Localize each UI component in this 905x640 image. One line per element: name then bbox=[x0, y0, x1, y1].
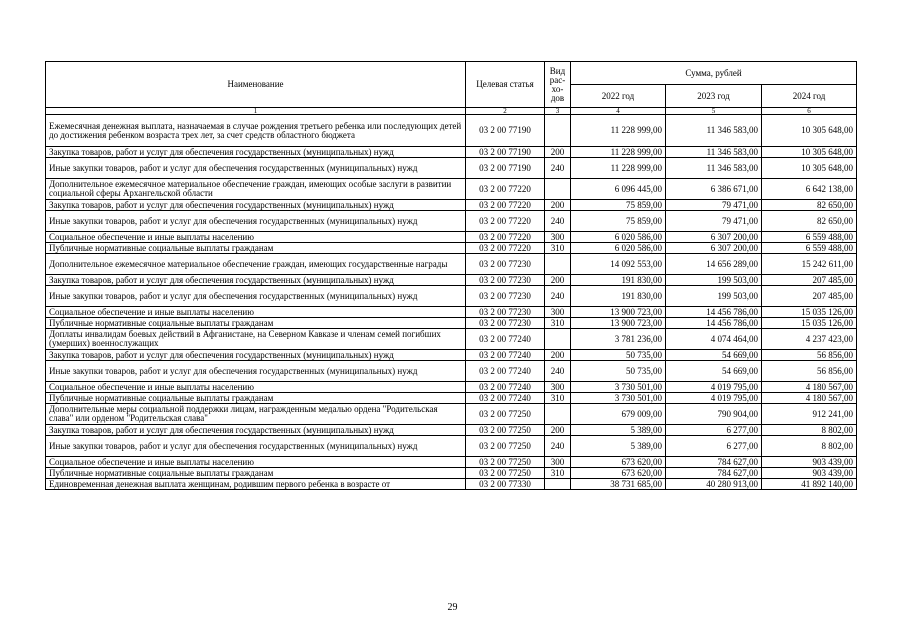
table-row bbox=[46, 404, 857, 425]
row-expense-type: 240 bbox=[545, 158, 571, 179]
row-sum-2022: 6 020 586,00 bbox=[571, 232, 666, 243]
row-name: Закупка товаров, работ и услуг для обеспечения государственных (муниципальных) нужд bbox=[46, 147, 466, 158]
row-sum-2023: 11 346 583,00 bbox=[666, 158, 762, 179]
row-sum-2024: 912 241,00 bbox=[762, 404, 857, 425]
row-sum-2022: 50 735,00 bbox=[571, 350, 666, 361]
row-sum-2023: 40 280 913,00 bbox=[666, 479, 762, 490]
row-sum-2022: 673 620,00 bbox=[571, 468, 666, 479]
row-sum-2022: 11 228 999,00 bbox=[571, 115, 666, 147]
table-row bbox=[46, 382, 857, 393]
row-sum-2024: 8 802,00 bbox=[762, 436, 857, 457]
row-sum-2024: 6 559 488,00 bbox=[762, 232, 857, 243]
row-sum-2023: 784 627,00 bbox=[666, 457, 762, 468]
table-row bbox=[46, 425, 857, 436]
row-sum-2024: 15 242 611,00 bbox=[762, 254, 857, 275]
row-expense-type: 310 bbox=[545, 393, 571, 404]
row-target-code: 03 2 00 77330 bbox=[466, 479, 545, 490]
table-row bbox=[46, 361, 857, 382]
row-expense-type: 310 bbox=[545, 243, 571, 254]
row-name: Иные закупки товаров, работ и услуг для обеспечения государственных (муниципальных) нужд bbox=[46, 211, 466, 232]
row-expense-type: 200 bbox=[545, 350, 571, 361]
row-expense-type bbox=[545, 404, 571, 425]
row-sum-2022: 38 731 685,00 bbox=[571, 479, 666, 490]
row-sum-2024: 15 035 126,00 bbox=[762, 318, 857, 329]
row-sum-2023: 199 503,00 bbox=[666, 275, 762, 286]
row-sum-2024: 207 485,00 bbox=[762, 286, 857, 307]
table-row bbox=[46, 115, 857, 147]
row-sum-2023: 4 019 795,00 bbox=[666, 393, 762, 404]
header-year-2022: 2022 год bbox=[571, 85, 666, 108]
row-target-code: 03 2 00 77240 bbox=[466, 382, 545, 393]
row-target-code: 03 2 00 77220 bbox=[466, 200, 545, 211]
row-sum-2024: 10 305 648,00 bbox=[762, 158, 857, 179]
row-expense-type: 310 bbox=[545, 468, 571, 479]
row-target-code: 03 2 00 77230 bbox=[466, 254, 545, 275]
row-target-code: 03 2 00 77250 bbox=[466, 468, 545, 479]
table-row bbox=[46, 254, 857, 275]
row-name: Доплаты инвалидам боевых действий в Афганистане, на Северном Кавказе и членам семей погибших (умерших) военнослужащих bbox=[46, 329, 466, 350]
table-row bbox=[46, 211, 857, 232]
row-target-code: 03 2 00 77240 bbox=[466, 361, 545, 382]
row-sum-2022: 75 859,00 bbox=[571, 211, 666, 232]
row-sum-2022: 3 730 501,00 bbox=[571, 393, 666, 404]
row-expense-type: 240 bbox=[545, 436, 571, 457]
row-target-code: 03 2 00 77220 bbox=[466, 211, 545, 232]
row-sum-2024: 82 650,00 bbox=[762, 211, 857, 232]
row-name: Публичные нормативные социальные выплаты гражданам bbox=[46, 468, 466, 479]
row-target-code: 03 2 00 77250 bbox=[466, 404, 545, 425]
row-target-code: 03 2 00 77220 bbox=[466, 179, 545, 200]
row-sum-2023: 54 669,00 bbox=[666, 361, 762, 382]
row-sum-2024: 8 802,00 bbox=[762, 425, 857, 436]
row-expense-type bbox=[545, 479, 571, 490]
row-sum-2022: 191 830,00 bbox=[571, 286, 666, 307]
header-vid: Вид рас-хо-дов bbox=[545, 62, 571, 108]
table-row bbox=[46, 232, 857, 243]
row-expense-type: 300 bbox=[545, 307, 571, 318]
row-expense-type: 240 bbox=[545, 361, 571, 382]
row-expense-type bbox=[545, 115, 571, 147]
row-target-code: 03 2 00 77250 bbox=[466, 436, 545, 457]
row-sum-2022: 11 228 999,00 bbox=[571, 147, 666, 158]
table-row bbox=[46, 286, 857, 307]
row-sum-2023: 790 904,00 bbox=[666, 404, 762, 425]
row-sum-2024: 10 305 648,00 bbox=[762, 115, 857, 147]
row-sum-2024: 4 237 423,00 bbox=[762, 329, 857, 350]
row-name: Социальное обеспечение и иные выплаты населению bbox=[46, 457, 466, 468]
table-row bbox=[46, 307, 857, 318]
column-number: 6 bbox=[762, 108, 857, 115]
row-name: Социальное обеспечение и иные выплаты населению bbox=[46, 382, 466, 393]
row-name: Публичные нормативные социальные выплаты гражданам bbox=[46, 318, 466, 329]
row-name: Иные закупки товаров, работ и услуг для обеспечения государственных (муниципальных) нужд bbox=[46, 286, 466, 307]
row-name: Закупка товаров, работ и услуг для обеспечения государственных (муниципальных) нужд bbox=[46, 425, 466, 436]
row-name: Закупка товаров, работ и услуг для обеспечения государственных (муниципальных) нужд bbox=[46, 200, 466, 211]
row-target-code: 03 2 00 77190 bbox=[466, 147, 545, 158]
row-sum-2024: 4 180 567,00 bbox=[762, 382, 857, 393]
row-name: Закупка товаров, работ и услуг для обеспечения государственных (муниципальных) нужд bbox=[46, 275, 466, 286]
row-expense-type bbox=[545, 254, 571, 275]
table-row bbox=[46, 275, 857, 286]
row-sum-2023: 6 277,00 bbox=[666, 436, 762, 457]
budget-table bbox=[45, 61, 857, 490]
row-sum-2022: 3 781 236,00 bbox=[571, 329, 666, 350]
row-expense-type: 240 bbox=[545, 211, 571, 232]
row-sum-2022: 75 859,00 bbox=[571, 200, 666, 211]
row-sum-2022: 3 730 501,00 bbox=[571, 382, 666, 393]
column-number: 4 bbox=[571, 108, 666, 115]
row-name: Публичные нормативные социальные выплаты гражданам bbox=[46, 393, 466, 404]
row-sum-2023: 784 627,00 bbox=[666, 468, 762, 479]
row-sum-2024: 82 650,00 bbox=[762, 200, 857, 211]
row-sum-2024: 41 892 140,00 bbox=[762, 479, 857, 490]
row-sum-2022: 11 228 999,00 bbox=[571, 158, 666, 179]
table-row bbox=[46, 200, 857, 211]
row-expense-type: 240 bbox=[545, 286, 571, 307]
row-sum-2024: 207 485,00 bbox=[762, 275, 857, 286]
table-row bbox=[46, 479, 857, 490]
row-name: Дополнительное ежемесячное материальное обеспечение граждан, имеющих особые заслуги в развитии социальной сферы Архангельской области bbox=[46, 179, 466, 200]
row-sum-2024: 10 305 648,00 bbox=[762, 147, 857, 158]
column-number: 3 bbox=[545, 108, 571, 115]
row-sum-2022: 13 900 723,00 bbox=[571, 318, 666, 329]
row-sum-2024: 4 180 567,00 bbox=[762, 393, 857, 404]
table-row bbox=[46, 318, 857, 329]
header-year-2024: 2024 год bbox=[762, 85, 857, 108]
table-row bbox=[46, 243, 857, 254]
row-name: Дополнительные меры социальной поддержки лицам, награжденным медалью ордена "Родительская слава" или орденом "Родительская слава" bbox=[46, 404, 466, 425]
row-name: Дополнительное ежемесячное материальное обеспечение граждан, имеющих государственные награды bbox=[46, 254, 466, 275]
table-row bbox=[46, 179, 857, 200]
row-name: Социальное обеспечение и иные выплаты населению bbox=[46, 307, 466, 318]
row-target-code: 03 2 00 77240 bbox=[466, 329, 545, 350]
page-number: 29 bbox=[447, 602, 458, 613]
column-number: 5 bbox=[666, 108, 762, 115]
table-row bbox=[46, 457, 857, 468]
row-sum-2024: 56 856,00 bbox=[762, 350, 857, 361]
table-row bbox=[46, 468, 857, 479]
row-target-code: 03 2 00 77240 bbox=[466, 350, 545, 361]
row-sum-2023: 6 307 200,00 bbox=[666, 243, 762, 254]
row-sum-2023: 6 277,00 bbox=[666, 425, 762, 436]
row-sum-2023: 4 074 464,00 bbox=[666, 329, 762, 350]
row-sum-2023: 79 471,00 bbox=[666, 200, 762, 211]
row-sum-2022: 6 020 586,00 bbox=[571, 243, 666, 254]
table-row bbox=[46, 436, 857, 457]
row-target-code: 03 2 00 77250 bbox=[466, 457, 545, 468]
row-expense-type: 310 bbox=[545, 318, 571, 329]
row-sum-2023: 54 669,00 bbox=[666, 350, 762, 361]
header-year-2023: 2023 год bbox=[666, 85, 762, 108]
row-expense-type: 300 bbox=[545, 232, 571, 243]
table-row bbox=[46, 147, 857, 158]
row-name: Единовременная денежная выплата женщинам, родившим первого ребенка в возрасте от bbox=[46, 479, 466, 490]
row-name: Иные закупки товаров, работ и услуг для обеспечения государственных (муниципальных) нужд bbox=[46, 158, 466, 179]
row-target-code: 03 2 00 77220 bbox=[466, 243, 545, 254]
row-sum-2023: 79 471,00 bbox=[666, 211, 762, 232]
row-name: Ежемесячная денежная выплата, назначаемая в случае рождения третьего ребенка или последующих детей до достижения ребенком возраста трех лет, за счет средств областного бюджета bbox=[46, 115, 466, 147]
row-target-code: 03 2 00 77250 bbox=[466, 425, 545, 436]
row-sum-2022: 673 620,00 bbox=[571, 457, 666, 468]
row-sum-2022: 13 900 723,00 bbox=[571, 307, 666, 318]
table-row bbox=[46, 329, 857, 350]
row-expense-type bbox=[545, 179, 571, 200]
row-target-code: 03 2 00 77230 bbox=[466, 286, 545, 307]
row-expense-type: 200 bbox=[545, 425, 571, 436]
header-target: Целевая статья bbox=[466, 62, 545, 108]
header-sum: Сумма, рублей bbox=[571, 62, 857, 85]
row-sum-2022: 50 735,00 bbox=[571, 361, 666, 382]
row-sum-2024: 903 439,00 bbox=[762, 457, 857, 468]
row-sum-2023: 14 456 786,00 bbox=[666, 318, 762, 329]
row-target-code: 03 2 00 77230 bbox=[466, 318, 545, 329]
row-sum-2024: 903 439,00 bbox=[762, 468, 857, 479]
row-sum-2024: 56 856,00 bbox=[762, 361, 857, 382]
row-sum-2024: 6 559 488,00 bbox=[762, 243, 857, 254]
row-target-code: 03 2 00 77240 bbox=[466, 393, 545, 404]
row-sum-2022: 6 096 445,00 bbox=[571, 179, 666, 200]
row-expense-type bbox=[545, 329, 571, 350]
table-row bbox=[46, 350, 857, 361]
row-expense-type: 200 bbox=[545, 275, 571, 286]
row-sum-2023: 4 019 795,00 bbox=[666, 382, 762, 393]
row-sum-2022: 679 009,00 bbox=[571, 404, 666, 425]
row-expense-type: 300 bbox=[545, 457, 571, 468]
row-sum-2023: 14 456 786,00 bbox=[666, 307, 762, 318]
row-name: Публичные нормативные социальные выплаты гражданам bbox=[46, 243, 466, 254]
row-expense-type: 200 bbox=[545, 147, 571, 158]
row-sum-2022: 14 092 553,00 bbox=[571, 254, 666, 275]
row-target-code: 03 2 00 77230 bbox=[466, 307, 545, 318]
header-name: Наименование bbox=[46, 62, 466, 108]
table-row bbox=[46, 158, 857, 179]
row-target-code: 03 2 00 77190 bbox=[466, 158, 545, 179]
row-target-code: 03 2 00 77230 bbox=[466, 275, 545, 286]
row-sum-2023: 14 656 289,00 bbox=[666, 254, 762, 275]
column-number: 2 bbox=[466, 108, 545, 115]
row-sum-2022: 5 389,00 bbox=[571, 425, 666, 436]
row-sum-2023: 199 503,00 bbox=[666, 286, 762, 307]
row-name: Социальное обеспечение и иные выплаты населению bbox=[46, 232, 466, 243]
row-name: Иные закупки товаров, работ и услуг для обеспечения государственных (муниципальных) нужд bbox=[46, 361, 466, 382]
row-sum-2023: 11 346 583,00 bbox=[666, 115, 762, 147]
row-sum-2023: 11 346 583,00 bbox=[666, 147, 762, 158]
row-name: Закупка товаров, работ и услуг для обеспечения государственных (муниципальных) нужд bbox=[46, 350, 466, 361]
row-sum-2024: 15 035 126,00 bbox=[762, 307, 857, 318]
row-sum-2024: 6 642 138,00 bbox=[762, 179, 857, 200]
row-sum-2023: 6 386 671,00 bbox=[666, 179, 762, 200]
row-sum-2022: 5 389,00 bbox=[571, 436, 666, 457]
row-sum-2023: 6 307 200,00 bbox=[666, 232, 762, 243]
row-sum-2022: 191 830,00 bbox=[571, 275, 666, 286]
row-name: Иные закупки товаров, работ и услуг для обеспечения государственных (муниципальных) нужд bbox=[46, 436, 466, 457]
row-expense-type: 200 bbox=[545, 200, 571, 211]
column-number: 1 bbox=[46, 108, 466, 115]
row-target-code: 03 2 00 77190 bbox=[466, 115, 545, 147]
row-expense-type: 300 bbox=[545, 382, 571, 393]
row-target-code: 03 2 00 77220 bbox=[466, 232, 545, 243]
table-row bbox=[46, 393, 857, 404]
